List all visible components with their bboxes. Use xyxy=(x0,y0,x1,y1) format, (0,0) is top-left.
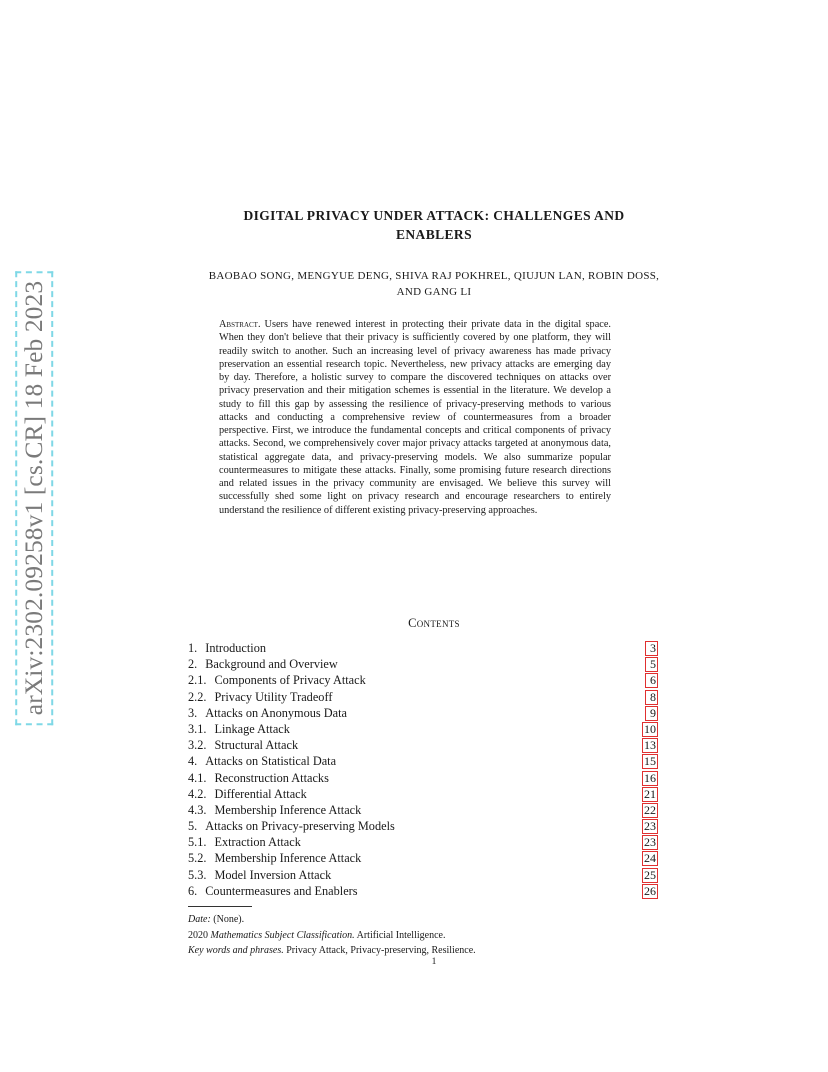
toc-page-link[interactable]: 24 xyxy=(644,851,656,866)
toc-entry-number: 3.1. xyxy=(188,721,207,736)
title-line-2: ENABLERS xyxy=(396,227,472,242)
toc-entry-number: 3.2. xyxy=(188,738,207,753)
toc-entry[interactable] xyxy=(188,656,658,672)
toc-entry-number: 2.2. xyxy=(188,689,207,704)
toc-page-link[interactable]: 26 xyxy=(644,883,656,898)
toc-entry[interactable] xyxy=(188,786,658,802)
toc-entry-number: 3. xyxy=(188,705,198,720)
toc-entry-label: Attacks on Statistical Data xyxy=(205,754,337,769)
toc-entry-label: Components of Privacy Attack xyxy=(214,673,366,688)
toc-page-link[interactable]: 15 xyxy=(644,754,656,769)
toc-page-link[interactable]: 22 xyxy=(644,802,656,817)
toc-entry-label: Privacy Utility Tradeoff xyxy=(214,689,333,704)
toc-entry[interactable] xyxy=(188,818,658,834)
authors-line-2: AND GANG LI xyxy=(396,286,472,298)
toc-entry-number: 4.2. xyxy=(188,786,207,801)
toc-entry[interactable] xyxy=(188,770,658,786)
toc-entry-label: Attacks on Anonymous Data xyxy=(205,705,347,720)
toc-entry-label: Countermeasures and Enablers xyxy=(205,883,358,898)
toc-page-link[interactable]: 21 xyxy=(644,786,656,801)
toc-entry-number: 5.3. xyxy=(188,867,207,882)
paper-title xyxy=(150,206,718,244)
toc-entry-label: Attacks on Privacy-preserving Models xyxy=(205,819,395,834)
page-number: 1 xyxy=(431,957,437,967)
toc-entry[interactable] xyxy=(188,834,658,850)
footnote-divider xyxy=(188,906,252,907)
toc-entry-label: Extraction Attack xyxy=(214,835,301,850)
toc-page-link[interactable]: 23 xyxy=(644,835,656,850)
toc-entry[interactable] xyxy=(188,753,658,769)
toc-page-link[interactable]: 16 xyxy=(644,770,656,785)
contents-heading: Contents xyxy=(408,616,460,630)
toc-entry[interactable] xyxy=(188,705,658,721)
toc-entry-number: 1. xyxy=(188,641,198,655)
table-of-contents xyxy=(188,640,658,899)
abstract xyxy=(219,318,611,517)
toc-entry-label: Background and Overview xyxy=(205,657,338,672)
footnotes xyxy=(188,912,658,959)
toc-entry-label: Linkage Attack xyxy=(214,721,290,736)
toc-entry[interactable] xyxy=(188,640,658,656)
toc-entry[interactable] xyxy=(188,689,658,705)
toc-page-link[interactable]: 9 xyxy=(645,706,658,721)
author-list xyxy=(150,268,718,300)
toc-page-link[interactable]: 25 xyxy=(644,867,656,882)
toc-entry-label: Model Inversion Attack xyxy=(214,867,332,882)
toc-page-link[interactable]: 10 xyxy=(644,721,656,736)
toc-entry-number: 4.1. xyxy=(188,770,207,785)
toc-page-link[interactable]: 6 xyxy=(645,673,658,688)
toc-entry[interactable] xyxy=(188,737,658,753)
toc-page-link[interactable]: 13 xyxy=(644,738,656,753)
toc-entry-label: Membership Inference Attack xyxy=(214,802,362,817)
authors-line-1: BAOBAO SONG, MENGYUE DENG, SHIVA RAJ POKHREL, QIUJUN LAN, ROBIN DOSS, xyxy=(208,270,660,282)
toc-entry-number: 6. xyxy=(188,883,198,898)
toc-entry-label: Introduction xyxy=(205,641,267,655)
toc-entry-number: 4. xyxy=(188,754,198,769)
toc-entry[interactable] xyxy=(188,883,658,899)
toc-entry-number: 5. xyxy=(188,819,198,834)
toc-page-link[interactable]: 23 xyxy=(644,819,656,834)
toc-entry-number: 5.1. xyxy=(188,835,207,850)
toc-entry-number: 2. xyxy=(188,657,198,672)
toc-entry-number: 2.1. xyxy=(188,673,207,688)
toc-entry-label: Membership Inference Attack xyxy=(214,851,362,866)
toc-entry-number: 5.2. xyxy=(188,851,207,866)
arxiv-identifier-stamp xyxy=(12,258,56,738)
toc-page-link[interactable]: 3 xyxy=(645,641,658,656)
toc-entry-label: Structural Attack xyxy=(214,738,299,753)
arxiv-identifier: arXiv:2302.09258v1 [cs.CR] 18 Feb 2023 xyxy=(15,271,53,725)
toc-entry[interactable] xyxy=(188,802,658,818)
toc-entry[interactable] xyxy=(188,721,658,737)
toc-entry-number: 4.3. xyxy=(188,802,207,817)
toc-entry[interactable] xyxy=(188,867,658,883)
toc-entry[interactable] xyxy=(188,672,658,688)
toc-entry-label: Reconstruction Attacks xyxy=(214,770,329,785)
footnote-msc: 2020 Mathematics Subject Classification. Artificial Intelligence. xyxy=(188,929,446,941)
footnote-date: Date: (None). xyxy=(188,914,245,925)
abstract-label: Abstract. xyxy=(219,319,261,330)
toc-entry-label: Differential Attack xyxy=(214,786,307,801)
toc-entry[interactable] xyxy=(188,850,658,866)
footnote-keywords: Key words and phrases. Privacy Attack, Privacy-preserving, Resilience. xyxy=(188,945,476,956)
toc-page-link[interactable]: 5 xyxy=(645,657,658,672)
abstract-text: Users have renewed interest in protecting their private data in the digital space. When they don't believe that their privacy is sufficiently covered by one platform, they will readily switch to another. Such an increasing level of privacy awareness has made privacy preservation an essential research topic. Nevertheless, new privacy attacks are emerging day by day. Therefore, a holistic survey to compare the discovered techniques on attacks over privacy preservation and their mitigation schemes is essential in the literature. We develop a study to fill this gap by assessing the resilience of privacy-preserving methods to various attacks and conducting a comprehensive review of countermeasures from a broader perspective. First, we introduce the fundamental concepts and critical components of privacy attacks. Second, we comprehensively cover major privacy attacks targeted at anonymous data, statistical aggregate data, and privacy-preserving models. We also summarize popular countermeasures to mitigate these attacks. Finally, some promising future research directions and related issues in the privacy community are envisaged. We believe this survey will successfully shed some light on privacy research and encourage researchers to entirely understand the resilience of different existing privacy-preserving approaches. xyxy=(219,319,611,516)
title-line-1: DIGITAL PRIVACY UNDER ATTACK: CHALLENGES AND xyxy=(243,208,625,223)
toc-page-link[interactable]: 8 xyxy=(645,690,658,705)
